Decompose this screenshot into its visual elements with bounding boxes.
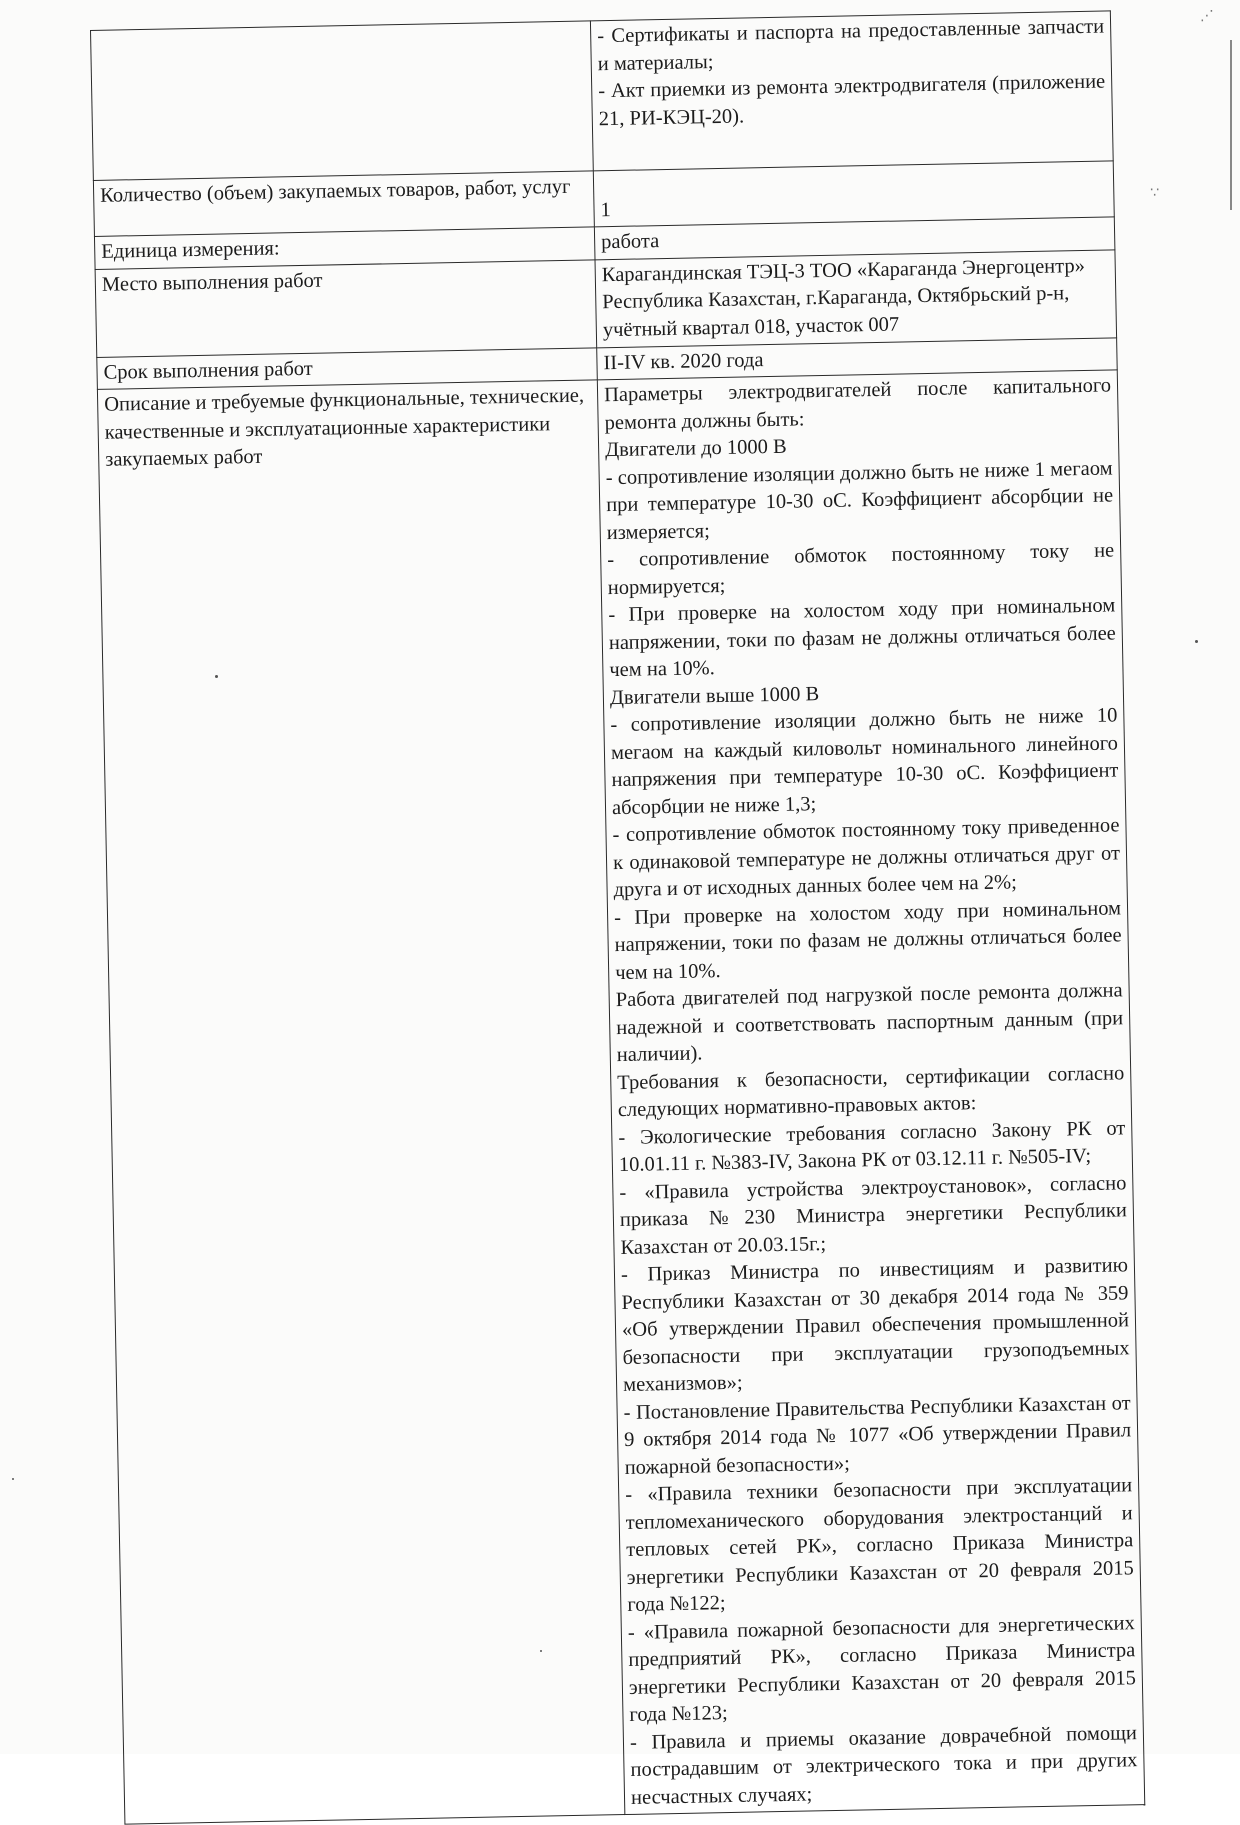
quantity-value: 1 bbox=[593, 161, 1114, 227]
place-label: Место выполнения работ bbox=[95, 259, 597, 357]
scan-smudge: ⋰ bbox=[1200, 8, 1214, 24]
desc-para-safety-intro: Требования к безопасности, сертификации согласно следующих нормативно-правовых актов: bbox=[617, 1061, 1125, 1122]
desc-para-first-aid: - Правила и приемы оказание доврачебной помощи пострадавшим от электрического тока и при других несчастных случаях; bbox=[629, 1721, 1138, 1809]
desc-para-energy-fire: - «Правила пожарной безопасности для энергетических предприятий РК», согласно Приказа Министра энергетики Республики Казахстан от 20 февраля 2015 года №123; bbox=[627, 1611, 1137, 1726]
document-sheet bbox=[90, 10, 1142, 1809]
scan-speck bbox=[1195, 640, 1198, 643]
documents-label-cell bbox=[91, 21, 594, 181]
quantity-label: Количество (объем) закупаемых товаров, работ, услуг bbox=[93, 171, 594, 237]
unit-value: работа bbox=[594, 217, 1115, 259]
specification-table bbox=[90, 10, 1145, 1824]
desc-para-electrical-rules: - «Правила устройства электроустановок», согласно приказа №230 Министра энергетики Республики Казахстан от 20.03.15г.; bbox=[619, 1171, 1128, 1259]
documents-value-cell bbox=[590, 11, 1113, 171]
desc-para-thermal-safety: - «Правила техники безопасности при эксплуатации тепломеханического оборудования электростанций и тепловых сетей РК», согласно Приказа Министра энергетики Республики Казахстан от 20 февраля 2015 года №122; bbox=[625, 1474, 1134, 1616]
table-row-documents bbox=[91, 11, 1114, 181]
desc-heading-high-voltage: Двигатели выше 1000 В bbox=[609, 682, 820, 709]
desc-heading-low-voltage: Двигатели до 1000 В bbox=[604, 435, 787, 462]
documents-line-act: - Акт приемки из ремонта электродвигателя (приложение 21, РИ-КЭЦ-20). bbox=[598, 70, 1106, 130]
desc-para-hv-winding: - сопротивление обмоток постоянному току приведенное к одинаковой температуре не должны отличаться друг от друга и от исходных данных более чем на 2%; bbox=[612, 814, 1121, 902]
term-label: Срок выполнения работ bbox=[97, 347, 598, 389]
scan-speck bbox=[12, 1478, 14, 1480]
place-value: Карагандинская ТЭЦ-3 ТОО «Караганда Энергоцентр» Республика Казахстан, г.Караганда, Октябрьский р-н, учётный квартал 018, участок 007 bbox=[595, 249, 1117, 347]
unit-label: Единица измерения: bbox=[94, 227, 595, 269]
desc-para-load: Работа двигателей под нагрузкой после ремонта должна надежной и соответствовать паспортным данным (при наличии). bbox=[615, 979, 1124, 1067]
scan-speck bbox=[215, 675, 218, 678]
desc-para-lv-winding: - сопротивление обмоток постоянному току не нормируется; bbox=[607, 539, 1115, 599]
desc-para-lv-insulation: - сопротивление изоляции должно быть не ниже 1 мегаом при температуре 10-30 оС. Коэффициент абсорбции не измеряется; bbox=[605, 456, 1114, 544]
scan-edge-line bbox=[1230, 40, 1232, 210]
term-value: II-IV кв. 2020 года bbox=[597, 337, 1118, 379]
scan-smudge: ∵ bbox=[1150, 185, 1159, 201]
documents-line-certificates: - Сертификаты и паспорта на предоставленные запчасти и материалы; bbox=[597, 15, 1105, 75]
description-value-cell bbox=[597, 370, 1144, 1815]
desc-para-lifting-order: - Приказ Министра по инвестициям и развитию Республики Казахстан от 30 декабря 2014 года № 359 «Об утверждении Правил обеспечения промышленной безопасности при эксплуатации грузоподъемных механизмов»; bbox=[620, 1254, 1130, 1397]
desc-para-hv-idle: - При проверке на холостом ходу при номинальном напряжении, токи по фазам не должны отличаться более чем на 10%. bbox=[613, 896, 1122, 984]
desc-para-ecology: - Экологические требования согласно Закону РК от 10.01.11 г. №383-IV, Закона РК от 03.12.11 г. №505-IV; bbox=[618, 1116, 1126, 1177]
desc-para-hv-insulation: - сопротивление изоляции должно быть не ниже 10 мегаом на каждый киловольт номинального линейного напряжения при температуре 10-30 оС. Коэффициент абсорбции не ниже 1,3; bbox=[610, 704, 1119, 819]
scan-speck bbox=[540, 1650, 542, 1652]
desc-para-fire-resolution: - Постановление Правительства Республики Казахстан от 9 октября 2014 года № 1077 «Об утверждении Правил пожарной безопасности»; bbox=[623, 1391, 1132, 1479]
desc-para-lv-idle: - При проверке на холостом ходу при номинальном напряжении, токи по фазам не должны отличаться более чем на 10%. bbox=[608, 594, 1116, 682]
table-row-description bbox=[97, 370, 1144, 1824]
desc-para-intro: Параметры электродвигателей после капитального ремонта должны быть: bbox=[603, 374, 1112, 434]
description-label: Описание и требуемые функциональные, технические, качественные и эксплуатационные характеристики закупаемых работ bbox=[97, 380, 624, 1824]
